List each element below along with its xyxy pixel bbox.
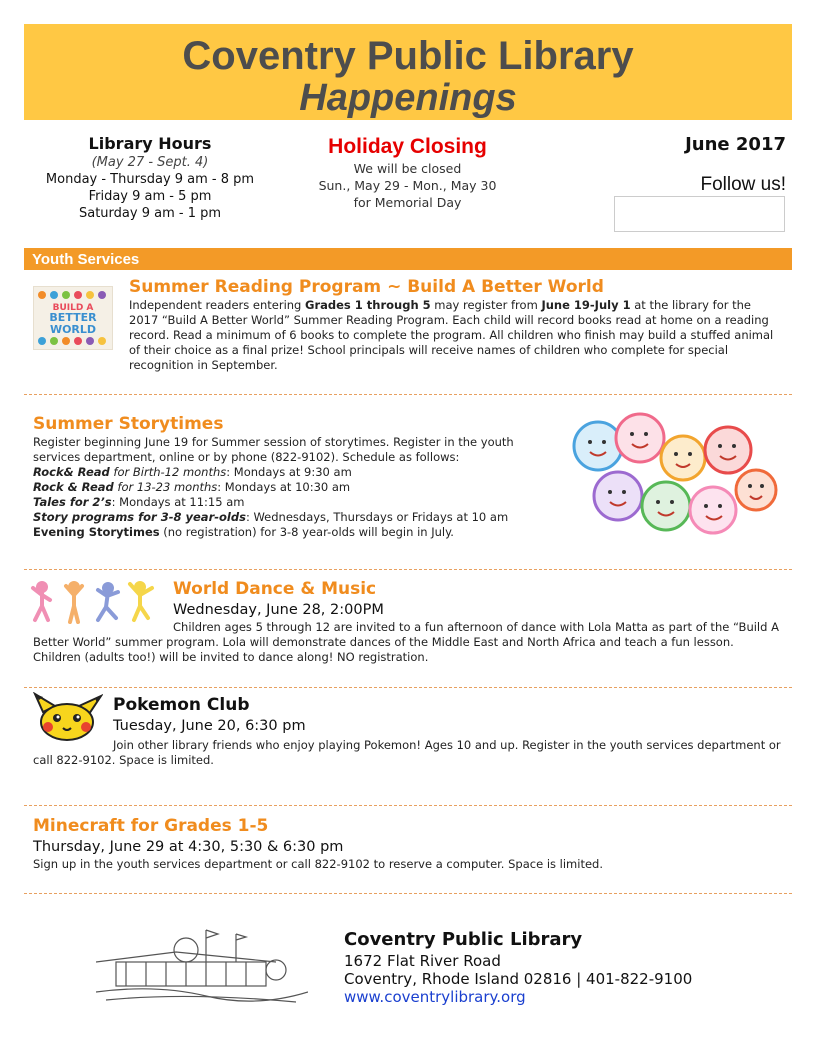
dance-title: World Dance & Music xyxy=(173,579,377,599)
dance-section xyxy=(33,578,783,665)
hours-line: Friday 9 am - 5 pm xyxy=(88,189,212,204)
srp-text: at the library for the 2017 “Build A Better World” Summer Reading Program. Each child will record books read at home on a reading record. Read a minimum of 6 books to complete the program. All children who finish may build a stuffed animal of their choice as a final prize! School principals will receive names of children who complete for special recognition in September. xyxy=(129,298,774,372)
storytime-time: : Mondays at 10:30 am xyxy=(217,480,351,494)
storytimes-section xyxy=(33,413,553,540)
social-links-box[interactable] xyxy=(614,196,785,232)
srp-description xyxy=(129,298,779,373)
srp-text: Independent readers entering xyxy=(129,298,306,312)
srp-text: may register from xyxy=(430,298,542,312)
minecraft-section xyxy=(33,815,783,872)
holiday-heading: Holiday Closing xyxy=(328,135,487,158)
storytime-name: Evening Storytimes xyxy=(33,525,160,539)
follow-us-label: Follow us! xyxy=(700,174,786,195)
storytimes-intro: Register beginning June 19 for Summer session of storytimes. Register in the youth services department, online or by phone (822-9102). Schedule as follows: xyxy=(33,435,514,464)
storytime-row xyxy=(33,510,553,525)
hours-heading: Library Hours xyxy=(88,134,212,153)
dance-when: Wednesday, June 28, 2:00PM xyxy=(173,602,384,618)
building-graphic xyxy=(96,922,308,1006)
srp-text-bold: June 19-July 1 xyxy=(541,298,631,312)
divider xyxy=(24,569,792,570)
library-building-sketch xyxy=(96,922,308,1006)
storytimes-title: Summer Storytimes xyxy=(33,414,224,434)
pokemon-section xyxy=(33,694,783,768)
storytime-time: : Wednesdays, Thursdays or Fridays at 10 am xyxy=(245,510,509,524)
hours-range: (May 27 - Sept. 4) xyxy=(91,155,209,170)
library-hours xyxy=(40,134,260,222)
storytime-name: Tales for 2’s xyxy=(33,495,112,509)
issue-date: June 2017 xyxy=(685,134,786,155)
newsletter-title: Happenings xyxy=(299,77,517,119)
storytime-row xyxy=(33,465,553,480)
storytime-name: Rock & Read xyxy=(33,480,114,494)
storytime-name: Rock& Read xyxy=(33,465,110,479)
summer-reading-section xyxy=(129,276,779,373)
storytime-time: (no registration) for 3-8 year-olds will begin in July. xyxy=(159,525,454,539)
holiday-line: We will be closed xyxy=(353,161,462,176)
srp-text-bold: Grades 1 through 5 xyxy=(305,298,431,312)
storytime-time: : Mondays at 9:30 am xyxy=(226,465,352,479)
storytime-row xyxy=(33,480,553,495)
footer-city-phone: Coventry, Rhode Island 02816 | 401-822-9100 xyxy=(344,970,693,988)
srp-logo-graphic xyxy=(34,287,112,349)
library-contact xyxy=(344,928,774,1006)
build-a-better-world-logo xyxy=(33,286,113,350)
storytime-age: for Birth-12 months xyxy=(109,465,227,479)
footer-website-link[interactable]: www.coventrylibrary.org xyxy=(344,988,526,1006)
children-faces-illustration xyxy=(568,408,782,553)
section-bar xyxy=(24,248,792,270)
storytime-age: for 13-23 months xyxy=(113,480,218,494)
divider xyxy=(24,893,792,894)
storytime-name: Story programs for 3-8 year-olds xyxy=(33,510,246,524)
holiday-closing xyxy=(305,134,510,211)
footer-address: 1672 Flat River Road xyxy=(344,952,501,970)
divider xyxy=(24,687,792,688)
srp-title: Summer Reading Program ~ Build A Better World xyxy=(129,277,604,297)
hours-line: Monday - Thursday 9 am - 8 pm xyxy=(45,172,255,187)
pokemon-title: Pokemon Club xyxy=(113,695,250,715)
holiday-line: Sun., May 29 - Mon., May 30 xyxy=(318,178,497,193)
minecraft-title: Minecraft for Grades 1-5 xyxy=(33,816,269,836)
section-bar-label: Youth Services xyxy=(32,251,140,268)
library-title: Coventry Public Library xyxy=(182,34,634,78)
dance-description: Children ages 5 through 12 are invited to a fun afternoon of dance with Lola Matta as part of the “Build A Better World” summer program. Lola will demonstrate dances of the Middle East and North Africa and teach a fun lesson. Children (adults too!) will be invited to dance along! NO registration. xyxy=(33,620,779,664)
minecraft-when: Thursday, June 29 at 4:30, 5:30 & 6:30 pm xyxy=(33,839,344,855)
hours-line: Saturday 9 am - 1 pm xyxy=(78,206,222,221)
footer-library-name: Coventry Public Library xyxy=(344,929,583,950)
divider xyxy=(24,394,792,395)
header-banner xyxy=(24,24,792,120)
pokemon-when: Tuesday, June 20, 6:30 pm xyxy=(113,718,306,734)
srp-logo-text: WORLD xyxy=(49,323,97,336)
divider xyxy=(24,805,792,806)
minecraft-description: Sign up in the youth services department or call 822-9102 to reserve a computer. Space is limited. xyxy=(33,857,603,871)
storytime-row xyxy=(33,495,553,510)
storytime-time: : Mondays at 11:15 am xyxy=(111,495,245,509)
srp-logo-text: BETTER xyxy=(49,311,97,324)
holiday-line: for Memorial Day xyxy=(353,195,462,210)
faces-graphic xyxy=(568,408,782,553)
srp-logo-text: BUILD A xyxy=(52,303,94,313)
pokemon-description: Join other library friends who enjoy playing Pokemon! Ages 10 and up. Register in the youth services department or call 822-9102. Space is limited. xyxy=(33,738,781,767)
storytime-row xyxy=(33,525,553,540)
